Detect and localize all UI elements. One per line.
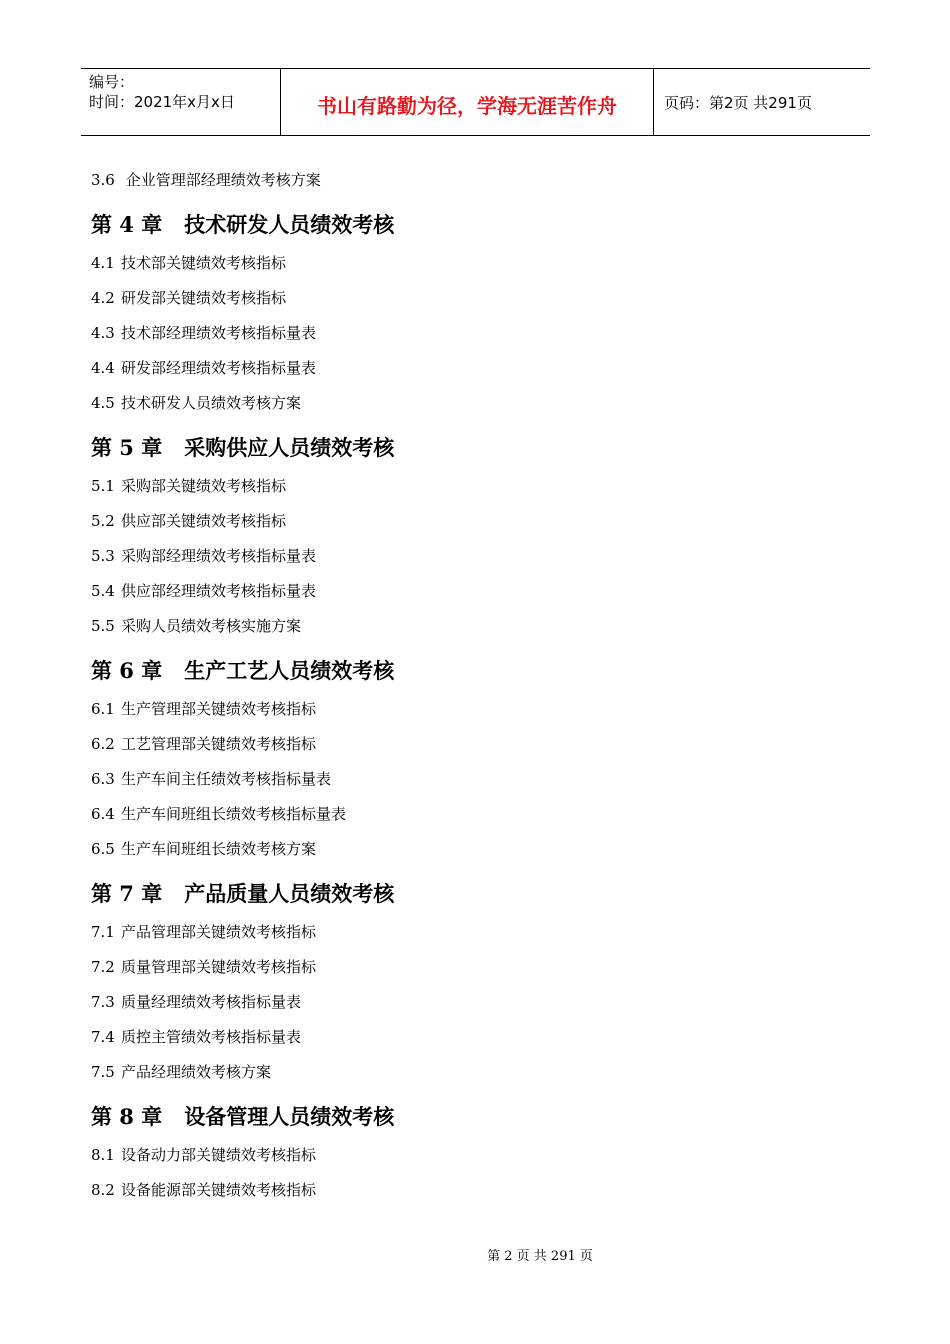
- chapter-heading[interactable]: [91, 1091, 851, 1139]
- toc-item[interactable]: [91, 798, 851, 833]
- toc-item-title: 采购部关键绩效考核指标: [121, 477, 287, 495]
- toc-item-title: 供应部关键绩效考核指标: [121, 512, 287, 530]
- chapter-title: 产品质量人员绩效考核: [184, 881, 395, 906]
- toc-item[interactable]: [91, 247, 851, 282]
- toc-item[interactable]: [91, 610, 851, 645]
- chapter-heading[interactable]: [91, 868, 851, 916]
- chapter-title: 生产工艺人员绩效考核: [184, 658, 395, 683]
- chapter-heading[interactable]: [91, 199, 851, 247]
- chapter-title: 技术研发人员绩效考核: [184, 212, 395, 237]
- toc-item-title: 质量经理绩效考核指标量表: [121, 993, 302, 1011]
- toc-item-title: 产品经理绩效考核方案: [121, 1063, 272, 1081]
- toc-item-number: 5.3: [91, 547, 115, 565]
- table-of-contents: [91, 164, 851, 1209]
- chapter-label: 第 5 章: [91, 435, 163, 460]
- toc-item-number: 3.6: [91, 171, 115, 189]
- toc-item-title: 生产车间班组长绩效考核方案: [121, 840, 317, 858]
- toc-item-number: 4.1: [91, 254, 115, 272]
- toc-item-title: 研发部关键绩效考核指标: [121, 289, 287, 307]
- toc-item[interactable]: [91, 1174, 851, 1209]
- toc-item[interactable]: [91, 282, 851, 317]
- header-motto-cell: [281, 69, 654, 135]
- toc-item[interactable]: [91, 575, 851, 610]
- header-page-number: 页码：第2页 共291页: [664, 93, 812, 112]
- toc-item[interactable]: [91, 951, 851, 986]
- toc-item[interactable]: [91, 728, 851, 763]
- toc-item-title: 生产管理部关键绩效考核指标: [121, 700, 317, 718]
- chapter-heading[interactable]: [91, 422, 851, 470]
- toc-item[interactable]: [91, 986, 851, 1021]
- toc-item-number: 4.4: [91, 359, 115, 377]
- toc-item-title: 质控主管绩效考核指标量表: [121, 1028, 302, 1046]
- toc-item-number: 5.4: [91, 582, 115, 600]
- toc-item-number: 6.4: [91, 805, 115, 823]
- toc-item[interactable]: [91, 916, 851, 951]
- toc-item-number: 5.2: [91, 512, 115, 530]
- toc-item-title: 采购部经理绩效考核指标量表: [121, 547, 317, 565]
- toc-item[interactable]: [91, 164, 851, 199]
- toc-item-number: 4.5: [91, 394, 115, 412]
- page-footer: [0, 1245, 950, 1264]
- toc-item-number: 5.5: [91, 617, 115, 635]
- toc-item-title: 企业管理部经理绩效考核方案: [125, 171, 321, 189]
- date-text: 时间：2021年x月x日: [89, 93, 235, 111]
- toc-item-title: 技术研发人员绩效考核方案: [121, 394, 302, 412]
- chapter-label: 第 8 章: [91, 1104, 163, 1129]
- toc-item-number: 6.3: [91, 770, 115, 788]
- toc-item-title: 生产车间主任绩效考核指标量表: [121, 770, 332, 788]
- motto-text: 书山有路勤为径，学海无涯苦作舟: [317, 93, 617, 118]
- toc-item-title: 设备动力部关键绩效考核指标: [121, 1146, 317, 1164]
- header-meta-cell: [81, 69, 281, 135]
- toc-item[interactable]: [91, 1056, 851, 1091]
- toc-item[interactable]: [91, 540, 851, 575]
- chapter-label: 第 7 章: [91, 881, 163, 906]
- toc-item-number: 7.1: [91, 923, 115, 941]
- chapter-label: 第 6 章: [91, 658, 163, 683]
- toc-item-title: 采购人员绩效考核实施方案: [121, 617, 302, 635]
- toc-item[interactable]: [91, 833, 851, 868]
- toc-item-title: 技术部关键绩效考核指标: [121, 254, 287, 272]
- toc-item[interactable]: [91, 1139, 851, 1174]
- toc-item[interactable]: [91, 470, 851, 505]
- toc-item-title: 研发部经理绩效考核指标量表: [121, 359, 317, 377]
- toc-item-title: 产品管理部关键绩效考核指标: [121, 923, 317, 941]
- toc-item[interactable]: [91, 352, 851, 387]
- toc-item-title: 工艺管理部关键绩效考核指标: [121, 735, 317, 753]
- toc-item-number: 5.1: [91, 477, 115, 495]
- toc-item-number: 7.2: [91, 958, 115, 976]
- chapter-label: 第 4 章: [91, 212, 163, 237]
- toc-item-number: 6.5: [91, 840, 115, 858]
- page-header: [81, 68, 870, 136]
- toc-item-number: 8.2: [91, 1181, 115, 1199]
- toc-item[interactable]: [91, 763, 851, 798]
- footer-page-number: 第 2 页 共 291 页: [487, 1249, 593, 1264]
- toc-item-number: 7.4: [91, 1028, 115, 1046]
- toc-item-title: 设备能源部关键绩效考核指标: [121, 1181, 317, 1199]
- toc-item[interactable]: [91, 387, 851, 422]
- serial-number-label: 编号：: [89, 73, 135, 91]
- toc-item-title: 技术部经理绩效考核指标量表: [121, 324, 317, 342]
- chapter-heading[interactable]: [91, 645, 851, 693]
- toc-item-number: 4.2: [91, 289, 115, 307]
- toc-item-number: 8.1: [91, 1146, 115, 1164]
- toc-item[interactable]: [91, 317, 851, 352]
- toc-item[interactable]: [91, 693, 851, 728]
- toc-item[interactable]: [91, 505, 851, 540]
- toc-item-number: 6.2: [91, 735, 115, 753]
- toc-item-number: 7.5: [91, 1063, 115, 1081]
- header-page-cell: [654, 69, 870, 135]
- toc-item-number: 6.1: [91, 700, 115, 718]
- chapter-title: 采购供应人员绩效考核: [184, 435, 395, 460]
- chapter-title: 设备管理人员绩效考核: [184, 1104, 395, 1129]
- toc-item-title: 供应部经理绩效考核指标量表: [121, 582, 317, 600]
- toc-item-title: 生产车间班组长绩效考核指标量表: [121, 805, 347, 823]
- toc-item-number: 7.3: [91, 993, 115, 1011]
- toc-item[interactable]: [91, 1021, 851, 1056]
- toc-item-title: 质量管理部关键绩效考核指标: [121, 958, 317, 976]
- toc-item-number: 4.3: [91, 324, 115, 342]
